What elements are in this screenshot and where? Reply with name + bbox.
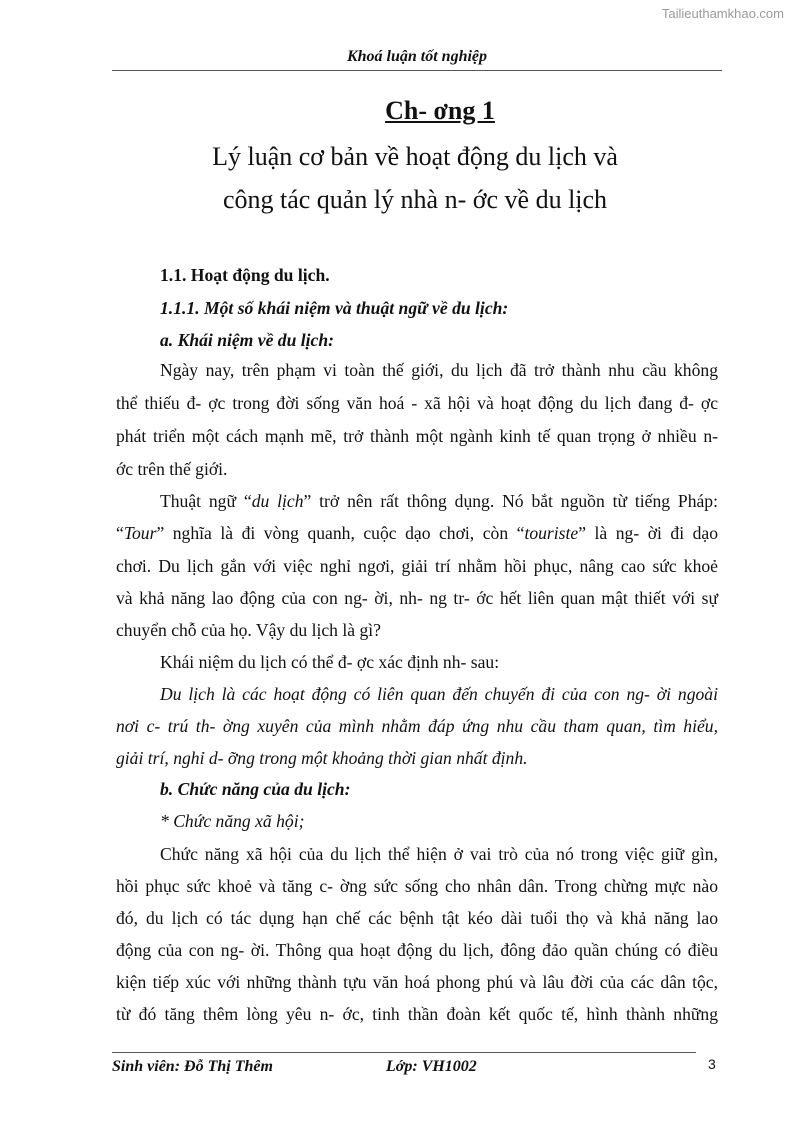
paragraph-line: kiện tiếp xúc với những thành tựu văn hoá phong phú và lâu đời của các dân tộc,	[116, 972, 718, 992]
paragraph-line: đó, du lịch có tác dụng hạn chế các bệnh tật kéo dài tuổi thọ và khả năng lao	[116, 908, 718, 928]
footer-class: Lớp: VH1002	[386, 1058, 477, 1075]
paragraph-line: Ngày nay, trên phạm vi toàn thế giới, du lịch đã trở thành nhu cầu không	[160, 360, 718, 380]
paragraph-line: hồi phục sức khoẻ và tăng c- ờng sức sống cho nhân dân. Trong chừng mực nào	[116, 876, 718, 896]
page-number: 3	[708, 1056, 716, 1072]
paragraph-line: Chức năng xã hội của du lịch thể hiện ở vai trò của nó trong việc giữ gìn,	[160, 844, 718, 864]
footer-divider	[112, 1052, 696, 1053]
page-header: Khoá luận tốt nghiệp	[346, 48, 488, 65]
watermark: Tailieuthamkhao.com	[661, 6, 784, 21]
paragraph-line: chuyển chỗ của họ. Vậy du lịch là gì?	[116, 620, 381, 640]
header-divider	[112, 70, 722, 71]
chapter-title-line-1: Lý luận cơ bản về hoạt động du lịch và	[212, 142, 618, 171]
paragraph-line: ớc trên thế giới.	[116, 459, 228, 479]
definition-line: giải trí, nghỉ d- ỡng trong một khoảng thời gian nhất định.	[116, 748, 528, 768]
paragraph-line: chơi. Du lịch gắn với việc nghỉ ngơi, giải trí nhằm hồi phục, nâng cao sức khoẻ	[116, 556, 718, 576]
definition-line: nơi c- trú th- ờng xuyên của mình nhằm đáp ứng nhu cầu tham quan, tìm hiểu,	[116, 716, 718, 736]
subheading-social-function: * Chức năng xã hội;	[160, 811, 305, 831]
footer-student: Sinh viên: Đỗ Thị Thêm	[112, 1058, 273, 1075]
paragraph-line: từ đó tăng thêm lòng yêu n- ớc, tinh thần đoàn kết quốc tế, hình thành những	[116, 1004, 718, 1024]
paragraph-line: Khái niệm du lịch có thể đ- ợc xác định nh- sau:	[160, 652, 500, 672]
chapter-heading: Ch- ơng 1	[385, 96, 495, 125]
subheading-b: b. Chức năng của du lịch:	[160, 779, 351, 799]
paragraph-line: phát triển một cách mạnh mẽ, trở thành một ngành kinh tế quan trọng ở nhiều n-	[116, 426, 718, 446]
subheading-a: a. Khái niệm về du lịch:	[160, 330, 334, 350]
section-heading-1-1: 1.1. Hoạt động du lịch.	[160, 265, 330, 285]
paragraph-line: động của con ng- ời. Thông qua hoạt động du lịch, đông đảo quần chúng có điều	[116, 940, 718, 960]
section-heading-1-1-1: 1.1.1. Một số khái niệm và thuật ngữ về du lịch:	[160, 298, 509, 318]
definition-line: Du lịch là các hoạt động có liên quan đến chuyến đi của con ng- ời ngoài	[160, 684, 718, 704]
chapter-title-line-2: công tác quản lý nhà n- ớc về du lịch	[222, 185, 608, 214]
paragraph-line: Thuật ngữ “du lịch” trở nên rất thông dụng. Nó bắt nguồn từ tiếng Pháp:	[160, 491, 718, 511]
paragraph-line: và khả năng lao động của con ng- ời, nh- ng tr- ớc hết liên quan mật thiết với sự	[116, 588, 718, 608]
paragraph-line: “Tour” nghĩa là đi vòng quanh, cuộc dạo chơi, còn “touriste” là ng- ời đi dạo	[116, 523, 718, 543]
paragraph-line: thể thiếu đ- ợc trong đời sống văn hoá - xã hội và hoạt động du lịch đang đ- ợc	[116, 393, 718, 413]
